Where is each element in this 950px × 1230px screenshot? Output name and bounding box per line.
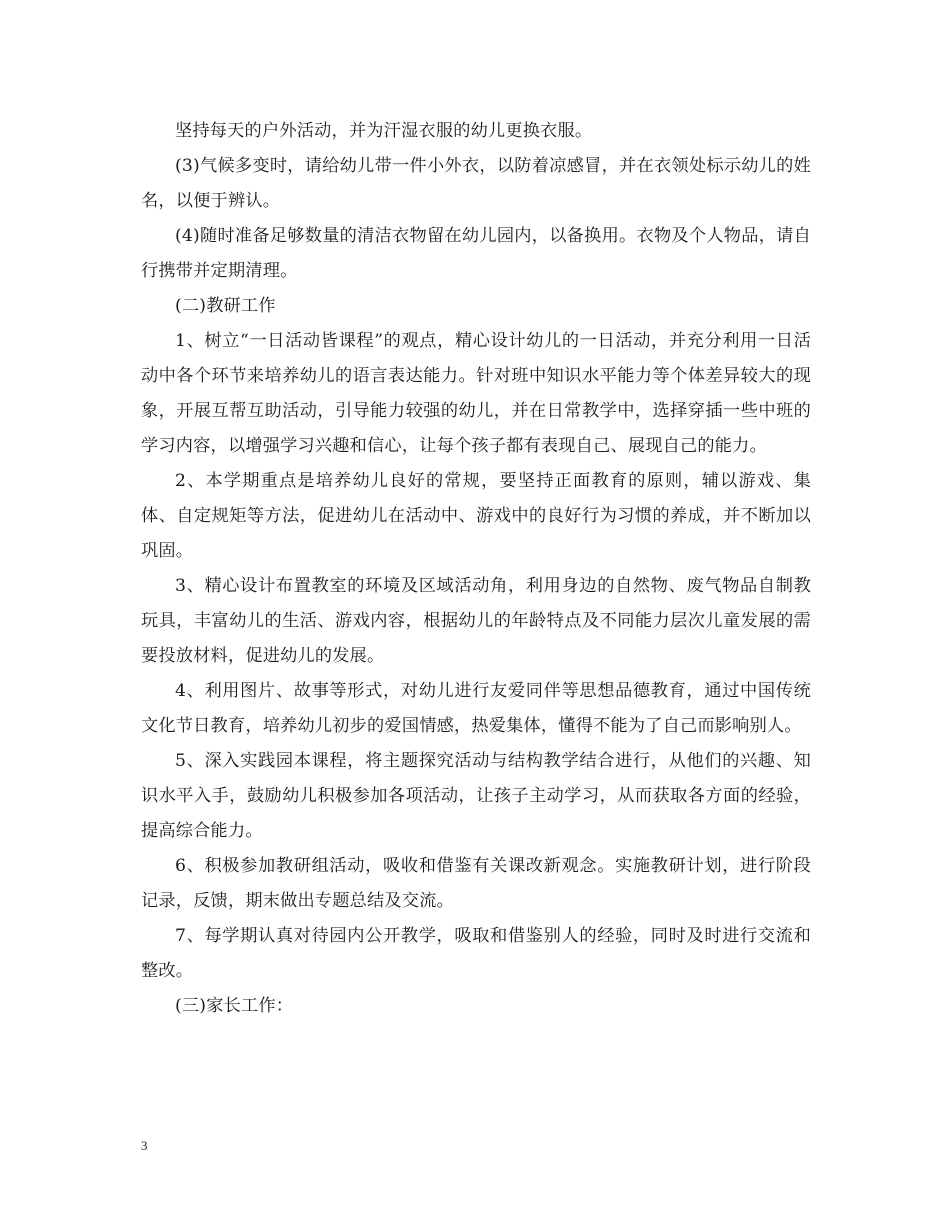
paragraph: 7、每学期认真对待园内公开教学，吸取和借鉴别人的经验，同时及时进行交流和整改。: [141, 926, 811, 981]
paragraph: 6、积极参加教研组活动，吸收和借鉴有关课改新观念。实施教研计划，进行阶段记录，反馈，期末做出专题总结及交流。: [141, 856, 811, 911]
page-number: 3: [141, 1138, 148, 1153]
paragraph: 坚持每天的户外活动，并为汗湿衣服的幼儿更换衣服。: [175, 121, 593, 141]
paragraph: 4、利用图片、故事等形式，对幼儿进行友爱同伴等思想品德教育，通过中国传统文化节日教育，培养幼儿初步的爱国情感，热爱集体，懂得不能为了自己而影响别人。: [141, 681, 811, 736]
section-heading: (三)家长工作：: [175, 996, 294, 1016]
paragraph: 5、深入实践园本课程，将主题探究活动与结构教学结合进行，从他们的兴趣、知识水平入手，鼓励幼儿积极参加各项活动，让孩子主动学习，从而获取各方面的经验，提高综合能力。: [141, 751, 811, 841]
paragraph: 3、精心设计布置教室的环境及区域活动角，利用身边的自然物、废气物品自制教玩具，丰富幼儿的生活、游戏内容，根据幼儿的年龄特点及不同能力层次儿童发展的需要投放材料，促进幼儿的发展。: [141, 576, 811, 666]
paragraph: (4)随时准备足够数量的清洁衣物留在幼儿园内，以备换用。衣物及个人物品，请自行携带并定期清理。: [141, 226, 811, 281]
paragraph: (3)气候多变时，请给幼儿带一件小外衣，以防着凉感冒，并在衣领处标示幼儿的姓名，以便于辨认。: [141, 156, 811, 211]
document-body: [141, 114, 811, 1024]
paragraph: 1、树立“一日活动皆课程”的观点，精心设计幼儿的一日活动，并充分利用一日活动中各个环节来培养幼儿的语言表达能力。针对班中知识水平能力等个体差异较大的现象，开展互帮互助活动，引导能力较强的幼儿，并在日常教学中，选择穿插一些中班的学习内容，以增强学习兴趣和信心，让每个孩子都有表现自己、展现自己的能力。: [141, 331, 811, 456]
paragraph: 2、本学期重点是培养幼儿良好的常规，要坚持正面教育的原则，辅以游戏、集体、自定规矩等方法，促进幼儿在活动中、游戏中的良好行为习惯的养成，并不断加以巩固。: [141, 471, 811, 561]
section-heading: (二)教研工作: [175, 296, 276, 316]
